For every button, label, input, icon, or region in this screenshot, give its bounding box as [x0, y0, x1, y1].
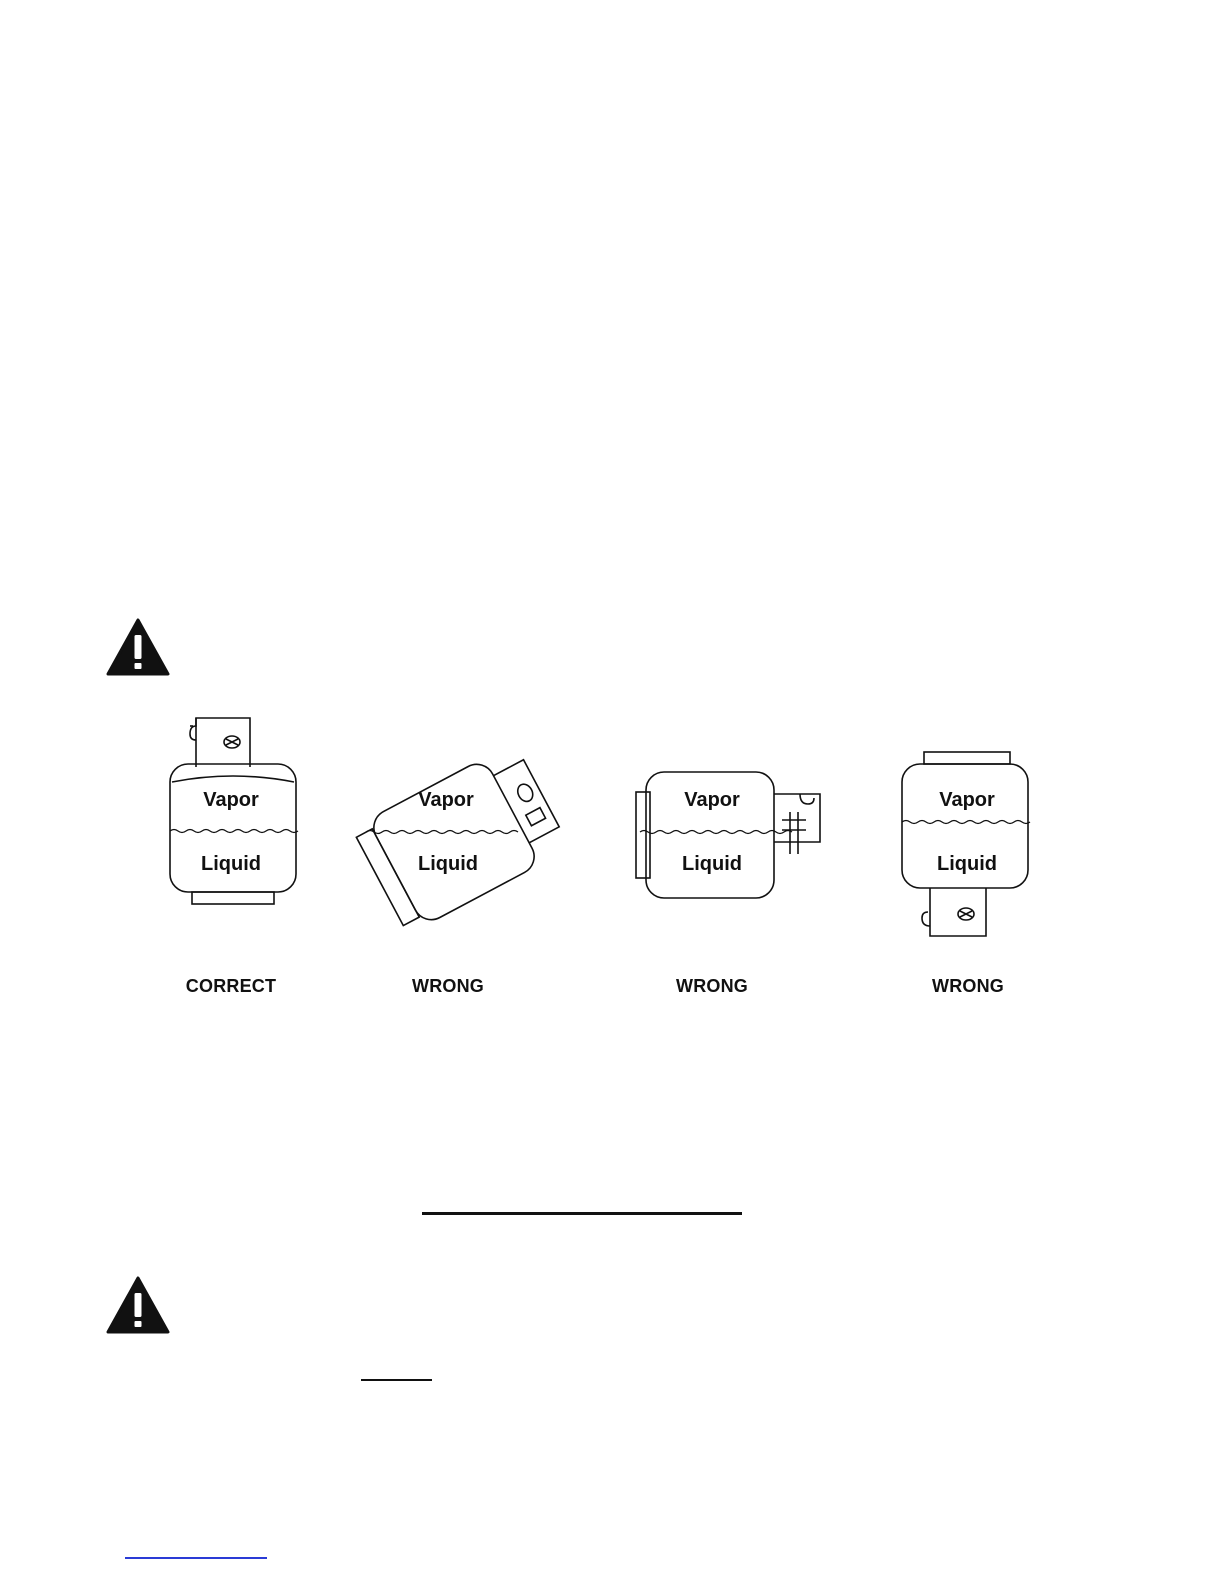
tank-caption-wrong: WRONG [676, 976, 748, 996]
tank-vapor-label: Vapor [203, 789, 259, 811]
warning-triangle-icon [106, 1276, 170, 1334]
tank-horizontal-illustration [630, 764, 840, 904]
tank-tilted-illustration [352, 746, 562, 926]
tank-liquid-label: Liquid [682, 853, 742, 875]
tank-upright-illustration [160, 712, 310, 912]
tank-inverted-illustration [894, 750, 1044, 950]
tank-liquid-label: Liquid [937, 853, 997, 875]
tank-vapor-label: Vapor [684, 789, 740, 811]
tank-vapor-label: Vapor [939, 789, 995, 811]
heading-underline [422, 1212, 742, 1215]
tank-caption-wrong: WRONG [932, 976, 1004, 996]
tank-liquid-label: Liquid [201, 853, 261, 875]
tank-caption-wrong: WRONG [412, 976, 484, 996]
warning-triangle-icon [106, 618, 170, 676]
link-underline[interactable] [125, 1557, 267, 1559]
emphasis-underline [361, 1379, 432, 1381]
tank-vapor-label: Vapor [418, 789, 474, 811]
tank-liquid-label: Liquid [418, 853, 478, 875]
tank-caption-correct: CORRECT [185, 976, 277, 996]
